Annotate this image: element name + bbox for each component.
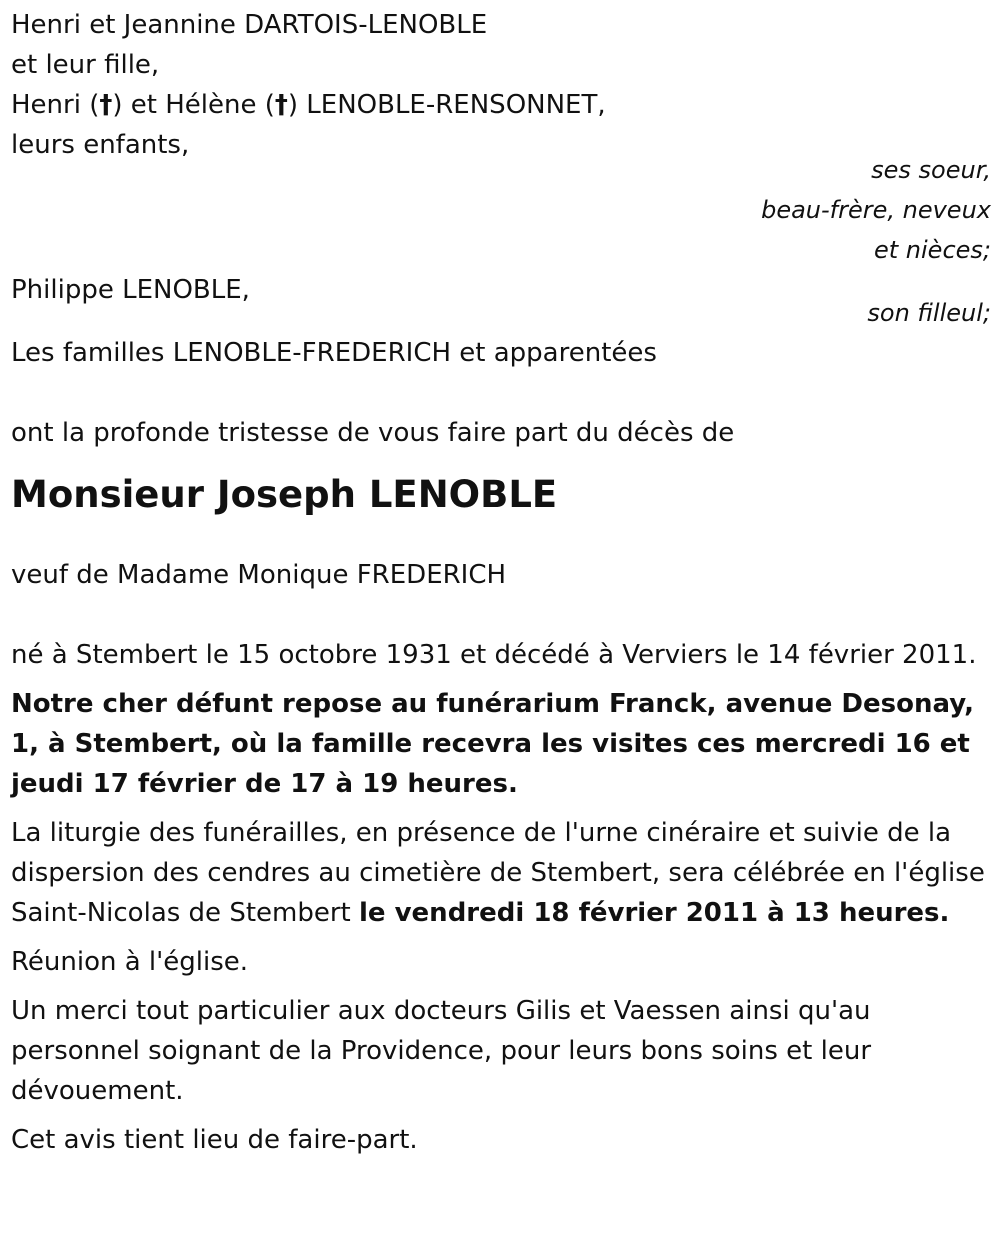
- liturgy-paragraph: [11, 813, 991, 933]
- relation-siblings-line-3: et nièces;: [874, 236, 991, 264]
- family-line-2: et leur fille,: [11, 50, 160, 80]
- liturgy-date: le vendredi 18 février 2011 à 13 heures.: [359, 898, 950, 928]
- thanks-paragraph: Un merci tout particulier aux docteurs Gilis et Vaessen ainsi qu'au personnel soignant de la Providence, pour leurs bons soins et leur dévouement.: [11, 996, 872, 1106]
- relation-siblings-line-1: ses soeur,: [871, 156, 991, 184]
- family-line-4: leurs enfants,: [11, 130, 190, 160]
- family-line-3-suffix: ) LENOBLE-RENSONNET,: [287, 90, 606, 120]
- visitation-paragraph: Notre cher défunt repose au funérarium Franck, avenue Desonay, 1, à Stembert, où la famille recevra les visites ces mercredi 16 et jeudi 17 février de 17 à 19 heures.: [11, 689, 975, 799]
- family-line-5: Philippe LENOBLE,: [11, 275, 250, 305]
- spacer: [11, 595, 991, 635]
- widower-text: veuf de Madame Monique FREDERICH: [11, 560, 507, 590]
- cross-icon: †: [274, 90, 288, 120]
- announcement-text: ont la profonde tristesse de vous faire part du décès de: [11, 418, 735, 448]
- relation-godson: son filleul;: [867, 299, 991, 327]
- obituary-notice: [11, 0, 991, 1160]
- family-line-3-mid: ) et Hélène (: [112, 90, 275, 120]
- birth-death-text: né à Stembert le 15 octobre 1931 et décédé à Verviers le 14 février 2011.: [11, 640, 977, 670]
- family-line-1: Henri et Jeannine DARTOIS-LENOBLE: [11, 10, 488, 40]
- family-line-3-prefix: Henri (: [11, 90, 100, 120]
- family-line-3: [11, 85, 991, 125]
- spacer: [11, 373, 991, 413]
- relation-siblings-line-2: beau-frère, neveux: [761, 196, 991, 224]
- cross-icon: †: [99, 90, 113, 120]
- deceased-name: Monsieur Joseph LENOBLE: [11, 473, 558, 516]
- closing-text: Cet avis tient lieu de faire-part.: [11, 1125, 418, 1155]
- liturgy-text: La liturgie des funérailles, en présence de l'urne cinéraire et suivie de la dispersion des cendres au cimetière de Stembert, sera célébrée en l'église Saint-Nicolas de Stembert: [11, 818, 985, 928]
- family-line-6: Les familles LENOBLE-FREDERICH et apparentées: [11, 338, 657, 368]
- meeting-text: Réunion à l'église.: [11, 947, 249, 977]
